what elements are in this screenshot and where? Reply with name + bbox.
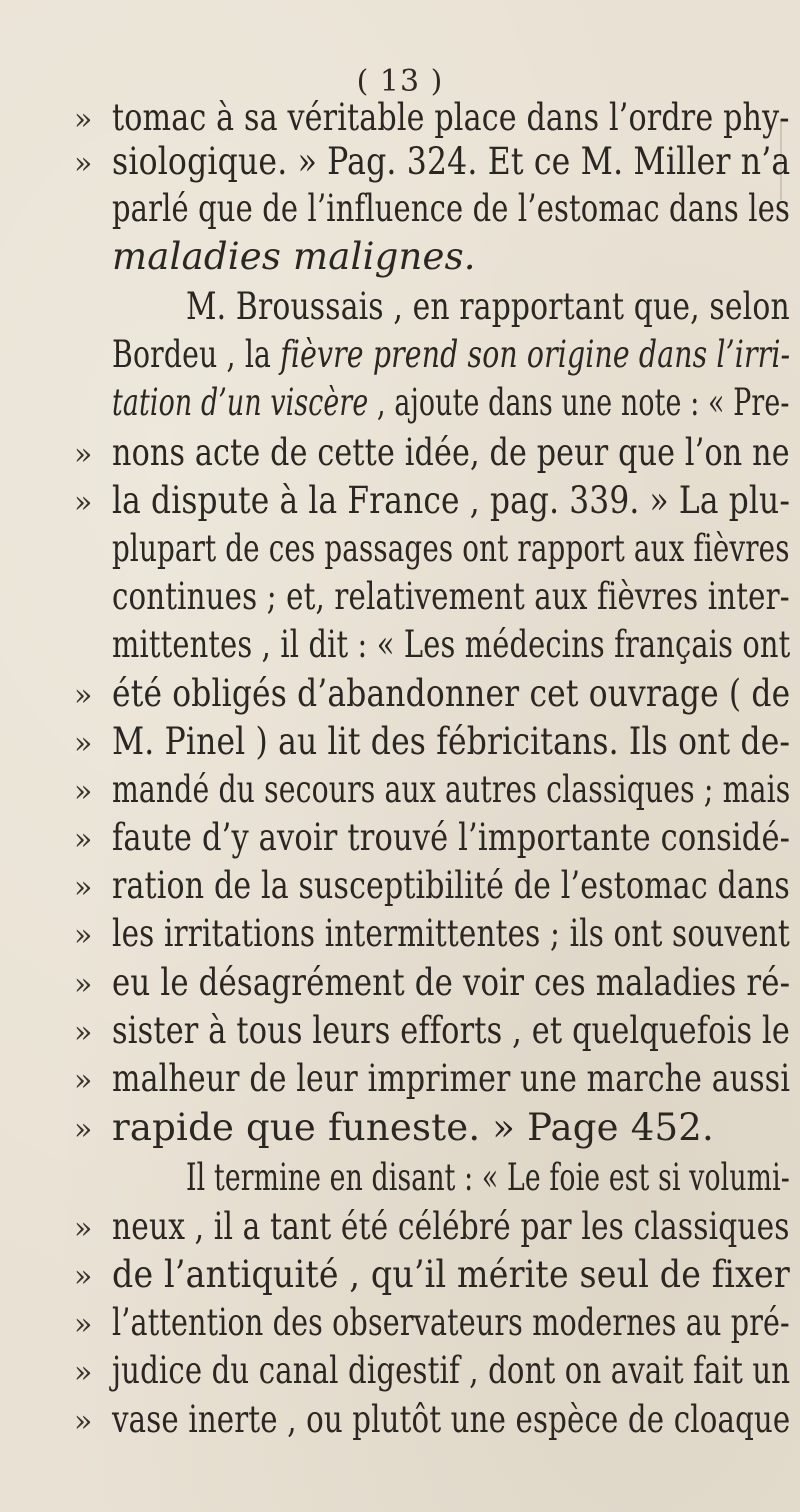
line-text: été obligés d’abandonner cet ouvrage ( de <box>112 672 791 715</box>
page-edge-shadow <box>780 120 782 200</box>
quote-mark: » <box>74 870 93 905</box>
quote-mark: » <box>74 918 93 953</box>
line-text: vase inerte , ou plutôt une espèce de cloaque <box>112 1398 791 1441</box>
quote-mark: » <box>74 146 93 181</box>
line-text: rapide que funeste. » Page 452. <box>112 1106 714 1149</box>
line-text: mittentes , il dit : « Les médecins français ont <box>112 623 791 666</box>
line-text: ration de la susceptibilité de l’estomac dans <box>112 864 790 907</box>
line-text: tation d’un viscère , ajoute dans une note : « Pre- <box>112 381 790 424</box>
quote-mark: » <box>74 967 93 1002</box>
quote-mark: » <box>74 1307 93 1342</box>
quote-mark: » <box>74 1259 93 1294</box>
line-text: de l’antiquité , qu’il mérite seul de fixer <box>112 1253 790 1296</box>
line-text: siologique. » Pag. 324. Et ce M. Miller n’a <box>112 140 791 183</box>
line-text: Il termine en disant : « Le foie est si volumi- <box>186 1156 790 1199</box>
quote-mark: » <box>74 1355 93 1390</box>
line-text: faute d’y avoir trouvé l’importante considé- <box>112 816 791 859</box>
quote-mark: » <box>74 1015 93 1050</box>
quote-mark: » <box>74 678 93 713</box>
line-text: mandé du secours aux autres classiques ; mais <box>112 768 791 811</box>
line-text: sister à tous leurs efforts , et quelquefois le <box>112 1009 790 1052</box>
line-text: tomac à sa véritable place dans l’ordre phy- <box>112 96 790 139</box>
line-text: neux , il a tant été célébré par les classiques <box>112 1205 790 1248</box>
line-text: nons acte de cette idée, de peur que l’on ne <box>112 431 790 474</box>
line-text: plupart de ces passages ont rapport aux fièvres <box>112 527 790 570</box>
quote-mark: » <box>74 1404 93 1439</box>
page-number: ( 13 ) <box>356 64 444 99</box>
line-text: M. Pinel ) au lit des fébricitans. Ils ont de- <box>112 720 791 763</box>
line-text: parlé que de l’influence de l’estomac dans les <box>112 187 790 230</box>
line-text: Bordeu , la fièvre prend son origine dans l’irri- <box>112 333 791 376</box>
line-text: eu le désagrément de voir ces maladies ré- <box>112 961 791 1004</box>
line-text: maladies malignes. <box>112 235 476 278</box>
quote-mark: » <box>74 1211 93 1246</box>
line-text: la dispute à la France , pag. 339. » La plu- <box>112 479 791 522</box>
quote-mark: » <box>74 437 93 472</box>
line-text: les irritations intermittentes ; ils ont souvent <box>112 912 790 955</box>
line-text: M. Broussais , en rapportant que, selon <box>186 285 790 328</box>
quote-mark: » <box>74 822 93 857</box>
quote-mark: » <box>74 726 93 761</box>
quote-mark: » <box>74 774 93 809</box>
quote-mark: » <box>74 1112 93 1147</box>
line-text: l’attention des observateurs modernes au pré- <box>112 1301 790 1344</box>
line-text: judice du canal digestif , dont on avait fait un <box>112 1349 791 1392</box>
line-text: continues ; et, relativement aux fièvres inter- <box>112 575 790 618</box>
line-text: malheur de leur imprimer une marche aussi <box>112 1057 791 1100</box>
quote-mark: » <box>74 1063 93 1098</box>
quote-mark: » <box>74 485 93 520</box>
quote-mark: » <box>74 102 93 137</box>
